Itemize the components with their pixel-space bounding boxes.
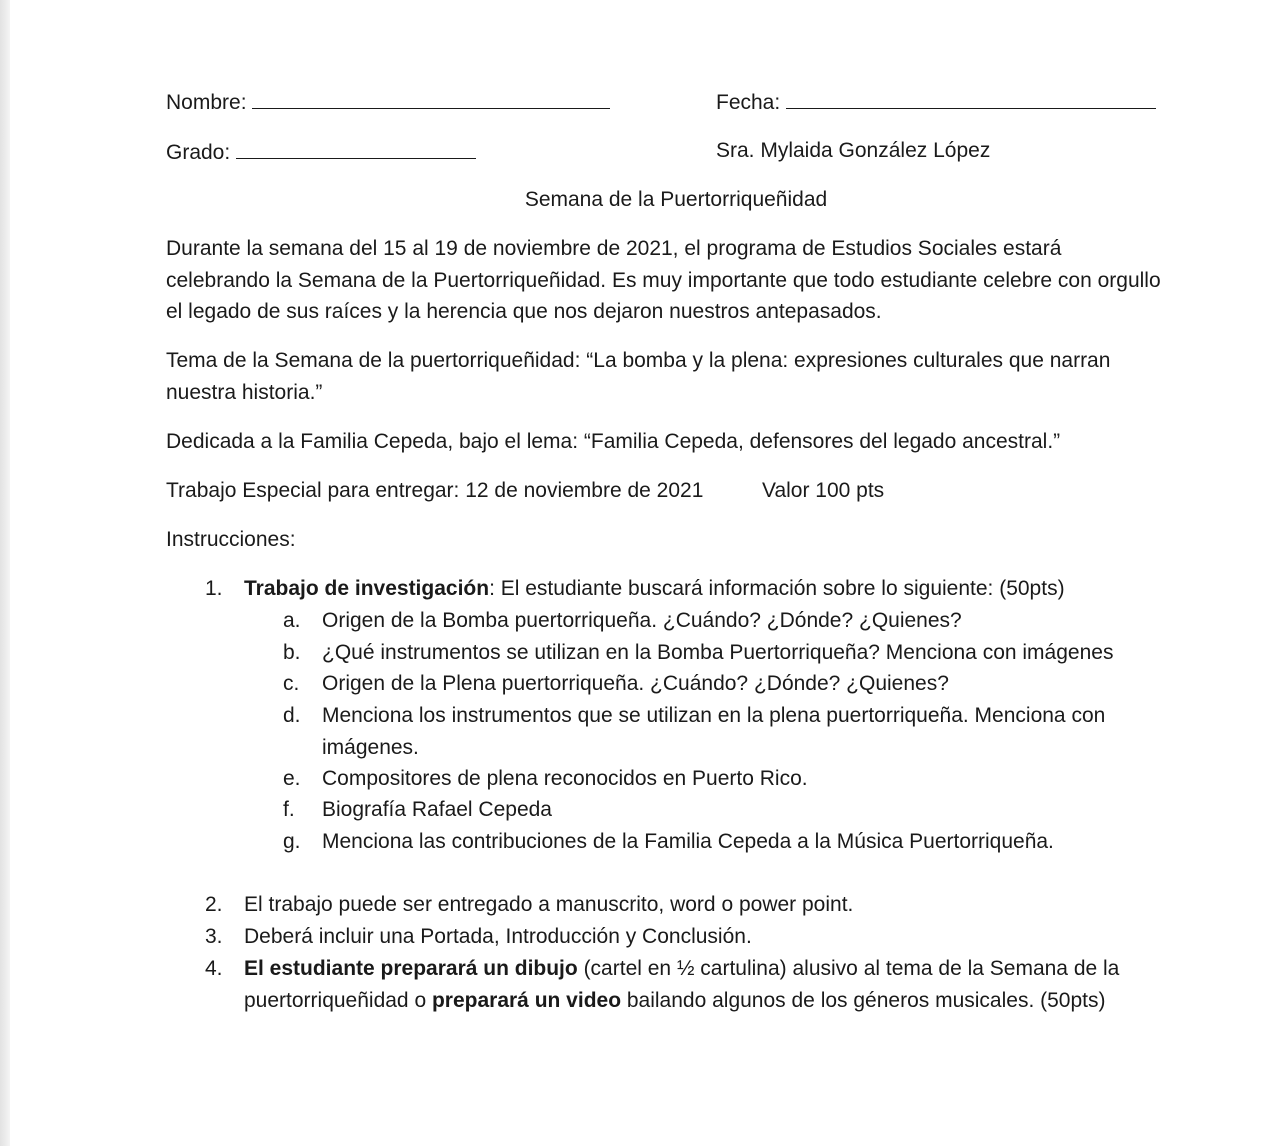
subitem-text: Compositores de plena reconocidos en Puerto Rico. (322, 767, 808, 790)
item-1-rest: : El estudiante buscará información sobre lo siguiente: (50pts) (489, 577, 1065, 600)
instrucciones-label: Instrucciones: (166, 528, 296, 551)
subitem-letter: f. (283, 798, 295, 821)
grado-blank[interactable] (236, 138, 476, 159)
fecha-blank[interactable] (786, 88, 1156, 109)
nombre-label: Nombre: (166, 91, 247, 114)
item-2-text: El trabajo puede ser entregado a manuscrito, word o power point. (244, 893, 854, 916)
subitem-text: Menciona las contribuciones de la Familia Cepeda a la Música Puertorriqueña. (322, 830, 1054, 853)
subitem-letter: c. (283, 672, 300, 695)
grado-field (166, 138, 476, 166)
subitem-text: Origen de la Plena puertorriqueña. ¿Cuándo? ¿Dónde? ¿Quienes? (322, 672, 949, 695)
fecha-label: Fecha: (716, 91, 781, 114)
item-4-end: bailando algunos de los géneros musicales. (50pts) (621, 988, 1106, 1012)
subitem-letter: d. (283, 704, 301, 727)
trabajo-especial: Trabajo Especial para entregar: 12 de noviembre de 2021 (166, 479, 704, 502)
valor-points: Valor 100 pts (762, 479, 885, 502)
item-4-bold-1: El estudiante preparará un dibujo (244, 957, 578, 980)
subitem-text: Origen de la Bomba puertorriqueña. ¿Cuándo? ¿Dónde? ¿Quienes? (322, 609, 962, 632)
item-4-mid: (cartel en ½ cartulina) alusivo al tema de la Semana de la puertorriqueñidad o (244, 957, 1120, 1012)
subitem-text: Biografía Rafael Cepeda (322, 798, 552, 821)
subitem-letter: b. (283, 641, 301, 664)
item-3-text: Deberá incluir una Portada, Introducción y Conclusión. (244, 925, 752, 948)
teacher-name: Sra. Mylaida González López (716, 139, 991, 162)
intro-paragraph: Durante la semana del 15 al 19 de noviembre de 2021, el programa de Estudios Sociales estará celebrando la Semana de la Puertorriqueñidad. Es muy importante que todo estudiante celebre con orgullo el legado de sus raíces y la herencia que nos dejaron nuestros antepasados. (166, 237, 1161, 323)
item-2-number: 2. (205, 893, 223, 916)
subitem-letter: e. (283, 767, 301, 790)
item-1-text (244, 576, 1065, 602)
item-4-text (244, 953, 1174, 1016)
document-title: Semana de la Puertorriqueñidad (524, 188, 828, 211)
subitem-letter: a. (283, 609, 301, 632)
dedicada-paragraph: Dedicada a la Familia Cepeda, bajo el lema: “Familia Cepeda, defensores del legado ancestral.” (166, 430, 1061, 453)
subitem-letter: g. (283, 830, 301, 853)
nombre-field (166, 88, 610, 116)
item-3-number: 3. (205, 925, 223, 948)
item-1-bold: Trabajo de investigación (244, 577, 490, 600)
subitem-text: Menciona los instrumentos que se utilizan en la plena puertorriqueña. Menciona con imágenes. (322, 704, 1106, 759)
fecha-field (716, 88, 1156, 116)
grado-label: Grado: (166, 141, 231, 164)
item-4-bold-2: preparará un video (431, 988, 622, 1012)
item-4-number: 4. (205, 957, 223, 980)
nombre-blank[interactable] (252, 88, 610, 109)
item-1-number: 1. (205, 577, 223, 600)
subitem-text: ¿Qué instrumentos se utilizan en la Bomba Puertorriqueña? Menciona con imágenes (322, 641, 1114, 664)
tema-paragraph: Tema de la Semana de la puertorriqueñidad: “La bomba y la plena: expresiones culturales que narran nuestra historia.” (166, 349, 1111, 404)
